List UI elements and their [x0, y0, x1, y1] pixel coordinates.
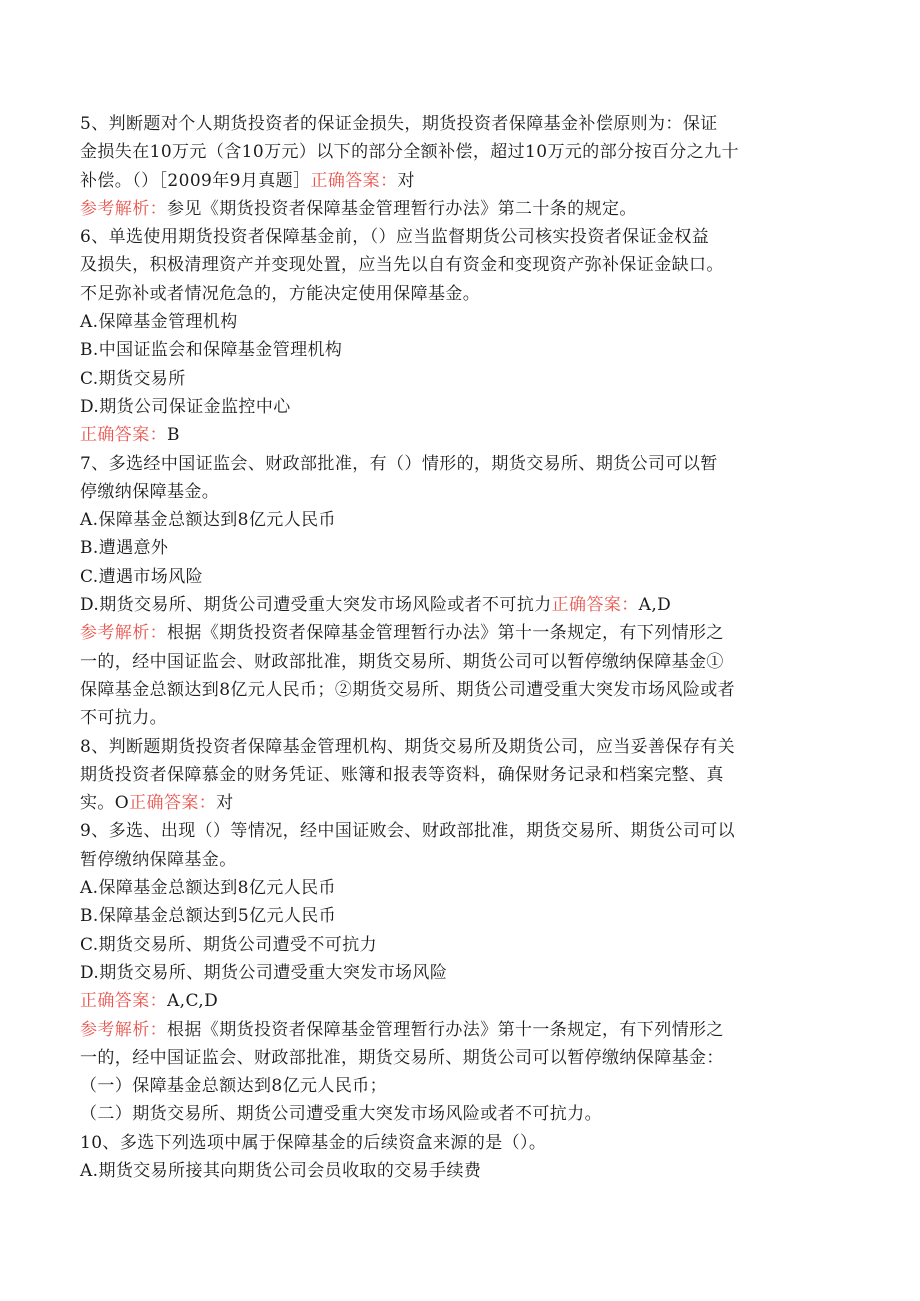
question-text-line: 暂停缴纳保障基金。 [80, 849, 237, 870]
answer-value: A,D [638, 595, 672, 616]
answer-value: 对 [216, 793, 234, 814]
option-b: B.遭遇意外 [80, 538, 169, 559]
answer-label: 正确答案： [80, 991, 167, 1012]
question-text-line: 及损失，积极清理资产并变现处置，应当先以自有资金和变现资产弥补保证金缺口。 [80, 255, 724, 276]
question-7 [80, 450, 840, 733]
answer-label: 正确答案： [80, 425, 167, 446]
option-d-text: D.期货交易所、期货公司遭受重大突发市场风险或者不可抗力 [80, 595, 552, 616]
analysis-line: 一的，经中国证监会、财政部批准，期货交易所、期货公司可以暂停缴纳保障基金① [80, 651, 724, 672]
option-c: C.遭遇市场风险 [80, 566, 204, 587]
question-text-line: 9、多选、出现（）等情况，经中国证败会、财政部批准，期货交易所、期货公司可以 [80, 821, 736, 842]
option-b: B.中国证监会和保障基金管理机构 [80, 340, 343, 361]
answer-label: 正确答案： [310, 170, 398, 191]
analysis-line: 一的，经中国证监会、财政部批准，期货交易所、期货公司可以暂停缴纳保障基金： [80, 1047, 724, 1068]
answer-line [80, 987, 840, 1015]
answer-label: 正确答案： [551, 595, 639, 616]
analysis-text: 参见《期货投资者保障基金管理暂行办法》第二十条的规定。 [167, 198, 637, 219]
option-d: D.期货公司保证金监控中心 [80, 396, 291, 417]
question-text-line: 停缴纳保障基金。 [80, 481, 220, 502]
option-a: A.保障基金总额达到8亿元人民币 [80, 510, 336, 531]
answer-label: 正确答案： [129, 793, 217, 814]
question-text: 实。O [80, 793, 130, 814]
question-text-line: 6、单选使用期货投资者保障基金前，（）应当监督期货公司核实投资者保证金权益 [80, 227, 710, 248]
question-text-line: 10、多选下列选项中属于保障基金的后续资盒来源的是（）。 [80, 1132, 547, 1153]
question-text-line: 5、判断题对个人期货投资者的保证金损失，期货投资者保障基金补偿原则为：保证 [80, 114, 718, 134]
question-5 [80, 110, 840, 223]
question-9 [80, 817, 840, 1128]
question-text: 补偿。（）［2009年9月真题］ [80, 170, 311, 191]
document-page [80, 110, 840, 1185]
analysis-line [80, 619, 840, 647]
option-c: C.期货交易所 [80, 368, 186, 389]
option-a: A.期货交易所接其向期货公司会员收取的交易手续费 [80, 1160, 482, 1181]
option-a: A.保障基金管理机构 [80, 312, 238, 333]
option-d: D.期货交易所、期货公司遭受重大突发市场风险 [80, 962, 448, 983]
analysis-text: 根据《期货投资者保障基金管理暂行办法》第十一条规定，有下列情形之 [167, 1019, 724, 1040]
analysis-line: 不可抗力。 [80, 708, 167, 729]
option-c: C.期货交易所、期货公司遭受不可抗力 [80, 934, 378, 955]
analysis-line [80, 195, 840, 223]
analysis-label: 参考解析： [80, 623, 167, 644]
answer-line [80, 421, 840, 449]
question-text-line: 7、多选经中国证监会、财政部批准，有（）情形的，期货交易所、期货公司可以暂 [80, 453, 718, 474]
option-a: A.保障基金总额达到8亿元人民币 [80, 878, 336, 899]
analysis-line: 保障基金总额达到8亿元人民币；②期货交易所、期货公司遭受重大突发市场风险或者 [80, 679, 736, 700]
question-10 [80, 1129, 840, 1186]
question-6 [80, 223, 840, 449]
option-b: B.保障基金总额达到5亿元人民币 [80, 906, 337, 927]
question-text-line [80, 789, 840, 817]
analysis-label: 参考解析： [80, 198, 167, 219]
question-8 [80, 733, 840, 818]
question-text-line: 不足弥补或者情况危急的，方能决定使用保障基金。 [80, 283, 481, 304]
answer-value: A,C,D [167, 991, 219, 1012]
option-d [80, 591, 840, 619]
analysis-text: 根据《期货投资者保障基金管理暂行办法》第十一条规定，有下列情形之 [167, 623, 724, 644]
analysis-label: 参考解析： [80, 1019, 167, 1040]
analysis-line: （二）期货交易所、期货公司遭受重大突发市场风险或者不可抗力。 [80, 1104, 602, 1125]
question-text-line: 金损失在10万元（含10万元）以下的部分全额补偿，超过10万元的部分按百分之九十 [80, 142, 739, 163]
analysis-line [80, 1016, 840, 1044]
question-text-line: 期货投资者保障慕金的财务凭证、账簿和报表等资料，确保财务记录和档案完整、真 [80, 764, 724, 785]
question-text-line [80, 167, 840, 195]
analysis-line: （一）保障基金总额达到8亿元人民币； [80, 1076, 388, 1097]
answer-value: 对 [397, 170, 415, 191]
question-text-line: 8、判断题期货投资者保障基金管理机构、期货交易所及期货公司，应当妥善保存有关 [80, 736, 736, 757]
answer-value: B [167, 425, 180, 446]
